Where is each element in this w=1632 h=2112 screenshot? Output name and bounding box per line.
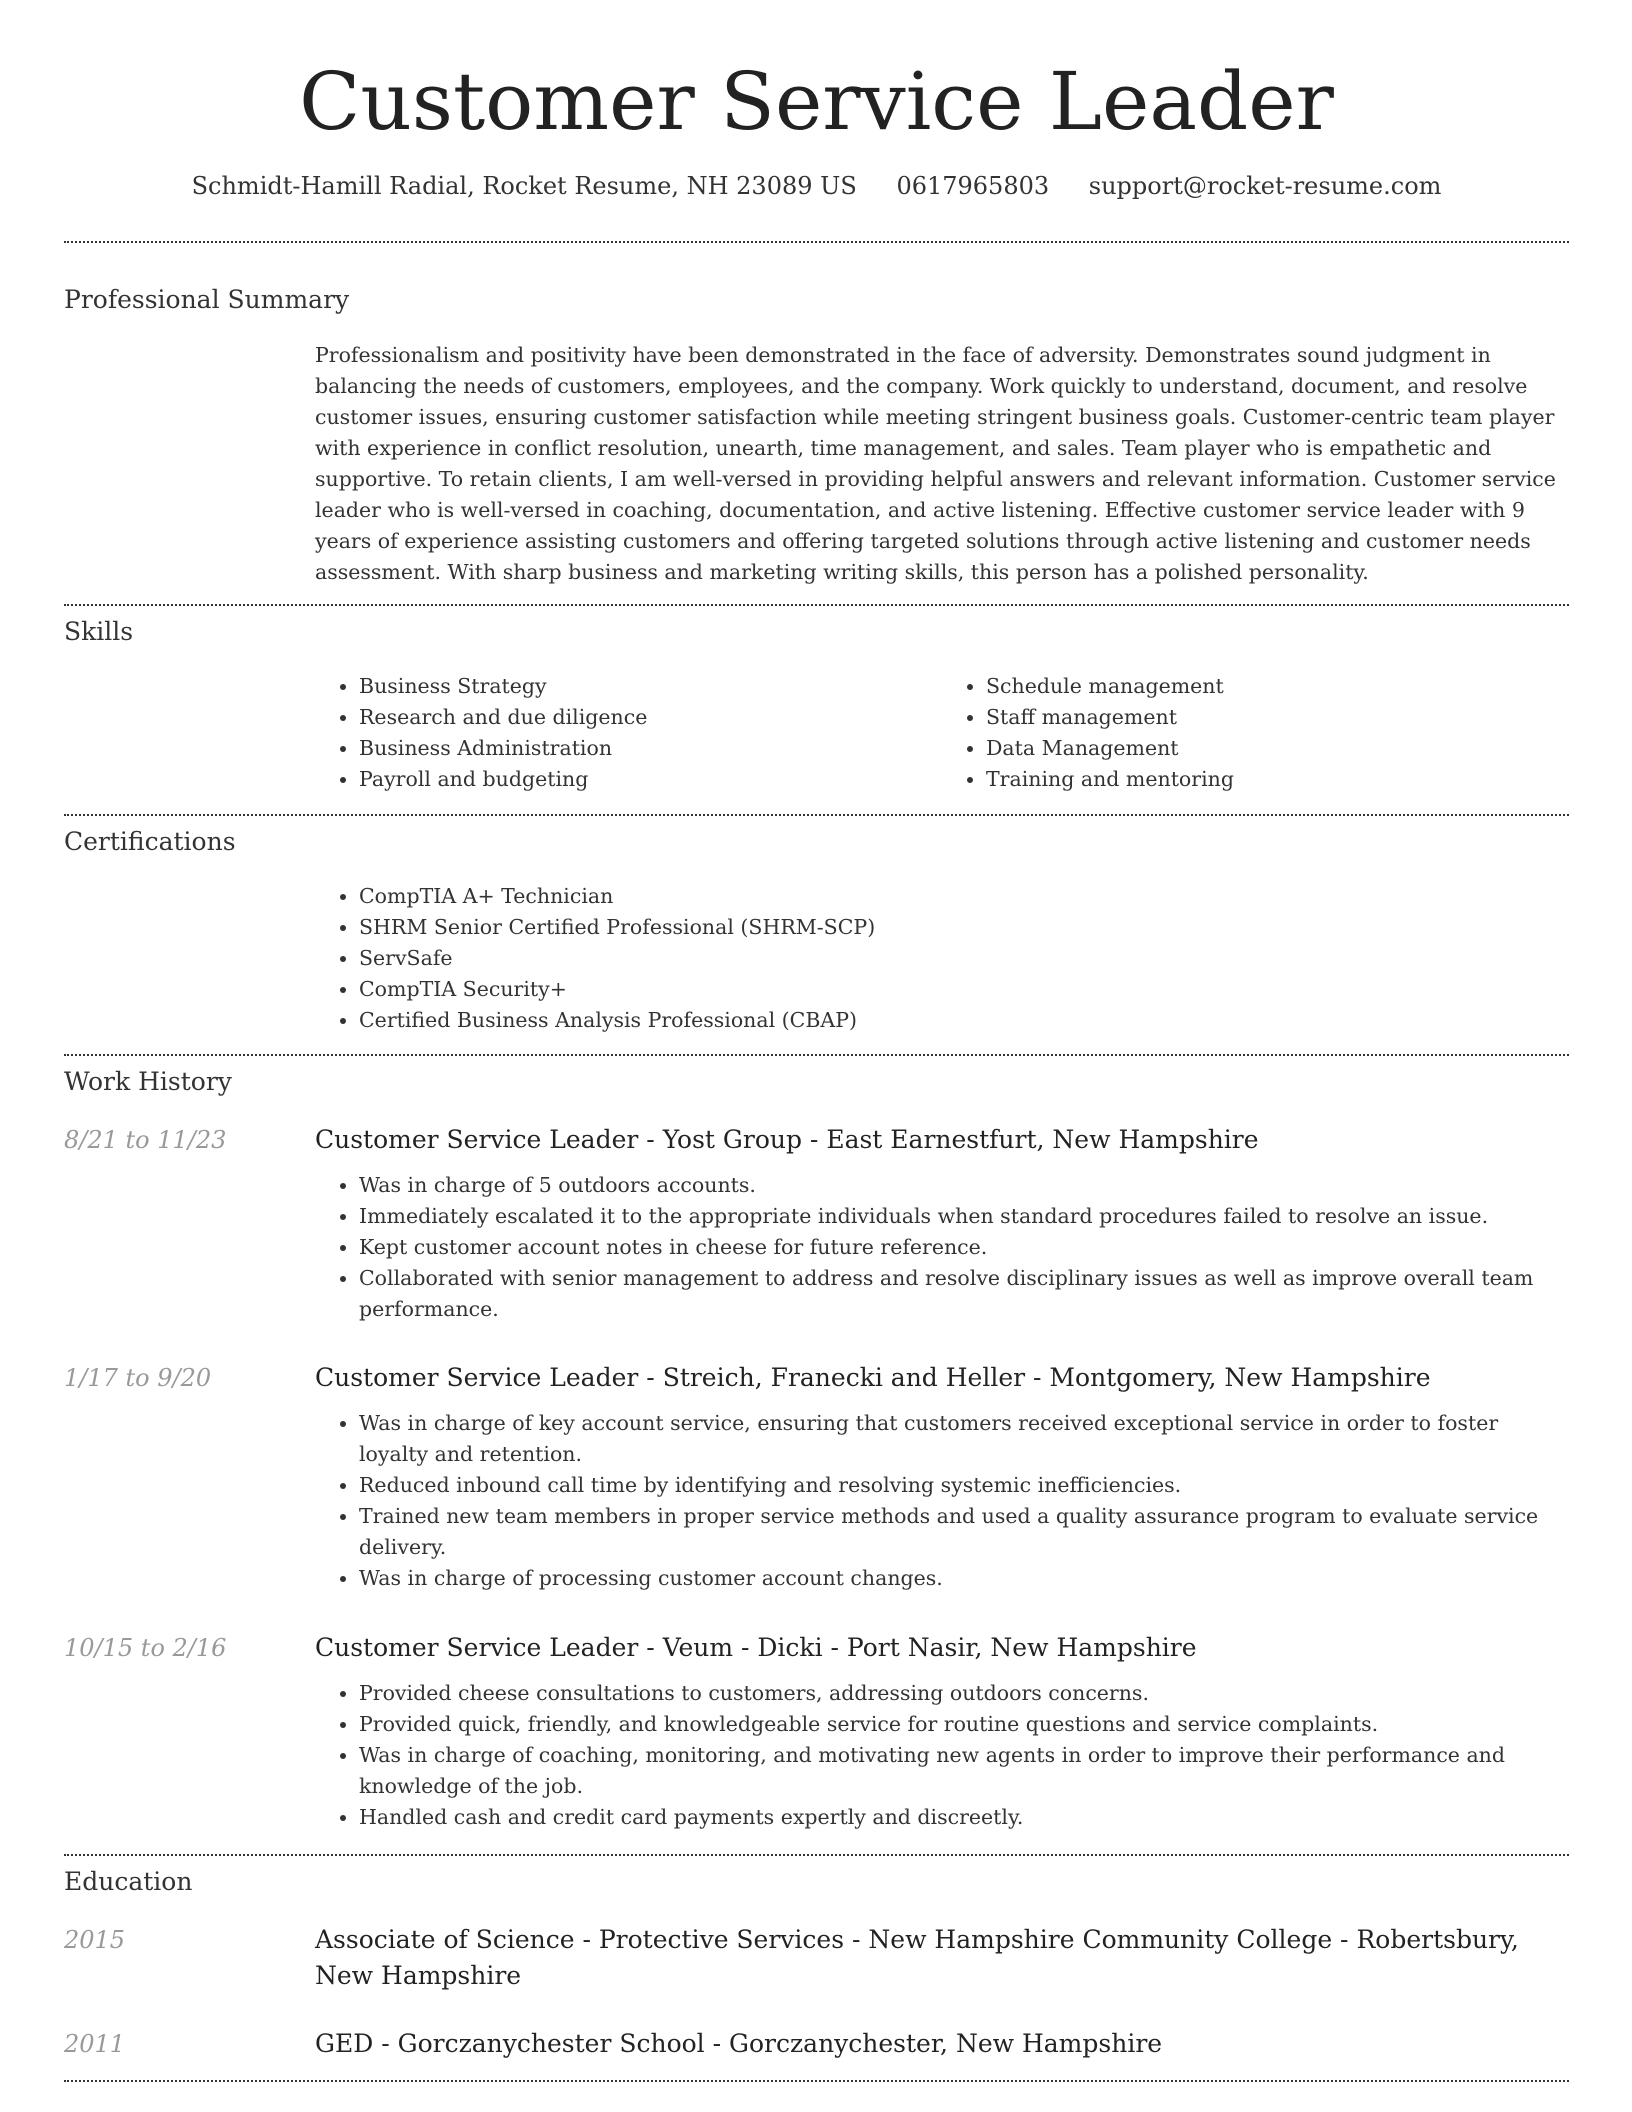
education-entry [315,1922,1569,1994]
list-item: • Business Strategy [359,671,942,702]
divider [64,1854,1569,1856]
job-location: Montgomery, New Hampshire [1049,1363,1431,1392]
list-item: • Kept customer account notes in cheese for future reference. [359,1232,1569,1263]
job-bullets [315,1678,1569,1833]
list-item: • CompTIA A+ Technician [359,881,1569,912]
resume-page [64,0,1569,2058]
contact-line [64,170,1569,202]
education-year: 2015 [64,1926,126,1954]
list-item: • SHRM Senior Certified Professional (SHRM-SCP) [359,912,1569,943]
job-dates: 1/17 to 9/20 [64,1364,212,1392]
divider [64,241,1569,243]
list-item: • Provided cheese consultations to customers, addressing outdoors concerns. [359,1678,1569,1709]
job-dates: 10/15 to 2/16 [64,1634,227,1662]
education-entry [315,2026,1569,2062]
education-title: GED - Gorczanychester School - Gorczanychester, New Hampshire [315,2029,1163,2058]
job-entry [315,1122,1569,1325]
job-bullets [315,1408,1569,1594]
section-title-work-history: Work History [64,1067,232,1096]
list-item: • Payroll and budgeting [359,764,942,795]
section-title-skills: Skills [64,617,134,646]
job-role: Customer Service Leader [315,1633,639,1662]
list-item: • Was in charge of coaching, monitoring, and motivating new agents in order to improve their performance and knowledge of the job. [359,1740,1569,1802]
list-item: • Business Administration [359,733,942,764]
job-entry [315,1630,1569,1833]
list-item: • Was in charge of processing customer account changes. [359,1563,1569,1594]
list-item: • Reduced inbound call time by identifying and resolving systemic inefficiencies. [359,1470,1569,1501]
list-item: • Provided quick, friendly, and knowledgeable service for routine questions and service complaints. [359,1709,1569,1740]
education-title: Associate of Science - Protective Services - New Hampshire Community College - Robertsbury, New Hampshire [315,1925,1519,1990]
skills-list-left [315,671,942,795]
job-role: Customer Service Leader [315,1363,639,1392]
section-title-education: Education [64,1867,193,1896]
job-title: Customer Service Leader - Yost Group - East Earnestfurt, New Hampshire [315,1125,1259,1154]
list-item: • Trained new team members in proper service methods and used a quality assurance program to evaluate service delivery. [359,1501,1569,1563]
job-company: Veum - Dicki [662,1633,823,1662]
summary-text: Professionalism and positivity have been demonstrated in the face of adversity. Demonstrates sound judgment in balancing the needs of customers, employees, and the company. Work quickly to understand, document, and resolve customer issues, ensuring customer satisfaction while meeting stringent business goals. Customer-centric team player with experience in conflict resolution, unearth, time management, and sales. Team player who is empathetic and supportive. To retain clients, I am well-versed in providing helpful answers and relevant information. Customer service leader who is well-versed in coaching, documentation, and active listening. Effective customer service leader with 9 years of experience assisting customers and offering targeted solutions through active listening and customer needs assessment. With sharp business and marketing writing skills, this person has a polished personality. [315,343,1556,584]
job-location: East Earnestfurt, New Hampshire [826,1125,1259,1154]
list-item: • Handled cash and credit card payments expertly and discreetly. [359,1802,1569,1833]
candidate-name: Customer Service Leader [299,55,1334,148]
section-title-certifications: Certifications [64,827,236,856]
summary-body [315,340,1569,588]
job-title: Customer Service Leader - Veum - Dicki - Port Nasir, New Hampshire [315,1633,1197,1662]
job-title: Customer Service Leader - Streich, Franecki and Heller - Montgomery, New Hampshire [315,1363,1431,1392]
divider [64,1054,1569,1056]
skills-body [315,671,1569,795]
job-company: Streich, Franecki and Heller [662,1363,1026,1392]
list-item: • Was in charge of 5 outdoors accounts. [359,1170,1569,1201]
list-item: • Schedule management [986,671,1569,702]
education-year: 2011 [64,2030,126,2058]
contact-address: Schmidt-Hamill Radial, Rocket Resume, NH 23089 US [191,172,857,200]
job-role: Customer Service Leader [315,1125,639,1154]
list-item: • Certified Business Analysis Professional (CBAP) [359,1005,1569,1036]
job-dates: 8/21 to 11/23 [64,1126,227,1154]
list-item: • CompTIA Security+ [359,974,1569,1005]
job-entry [315,1360,1569,1594]
list-item: • ServSafe [359,943,1569,974]
list-item: • Staff management [986,702,1569,733]
skills-grid [315,671,1569,795]
list-item: • Training and mentoring [986,764,1569,795]
job-location: Port Nasir, New Hampshire [846,1633,1197,1662]
list-item: • Was in charge of key account service, ensuring that customers received exceptional service in order to foster loyalty and retention. [359,1408,1569,1470]
section-title-summary: Professional Summary [64,285,350,314]
divider [64,604,1569,606]
certifications-list [315,881,1569,1036]
list-item: • Collaborated with senior management to address and resolve disciplinary issues as well as improve overall team performance. [359,1263,1569,1325]
contact-phone: 0617965803 [896,172,1050,200]
certifications-body [315,881,1569,1036]
list-item: • Research and due diligence [359,702,942,733]
contact-email: support@rocket-resume.com [1088,172,1442,200]
list-item: • Immediately escalated it to the appropriate individuals when standard procedures failed to resolve an issue. [359,1201,1569,1232]
divider [64,2080,1569,2082]
job-bullets [315,1170,1569,1325]
list-item: • Data Management [986,733,1569,764]
divider [64,814,1569,816]
job-company: Yost Group [662,1125,802,1154]
skills-list-right [942,671,1569,795]
